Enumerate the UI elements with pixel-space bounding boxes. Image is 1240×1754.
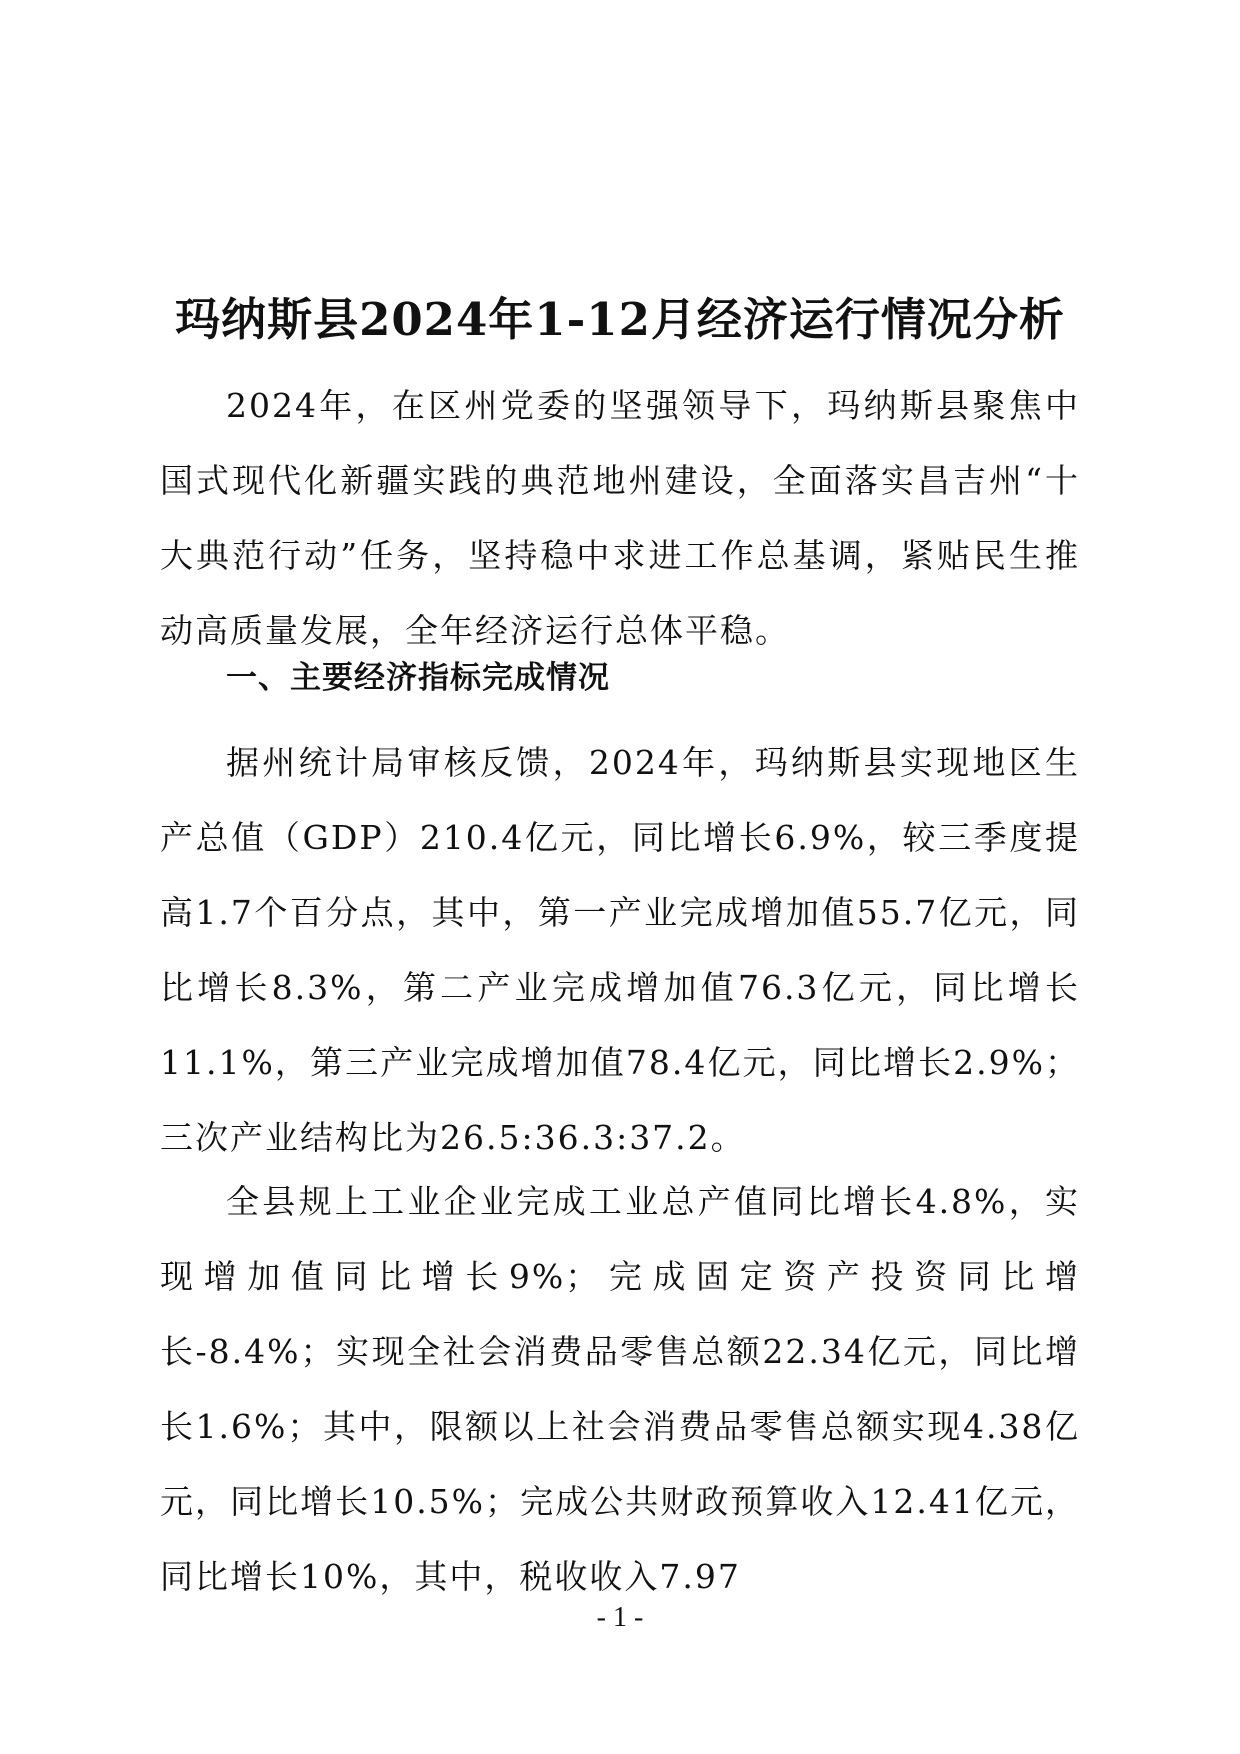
page-number: - 1 - — [596, 1602, 644, 1633]
section-heading: 一、主要经济指标完成情况 — [226, 660, 610, 696]
indicators-paragraph: 全县规上工业企业完成工业总产值同比增长4.8%，实现增加值同比增长9%；完成固定资产投资同比增长-8.4%；实现全社会消费品零售总额22.34亿元，同比增长1.6%；其中，限额以上社会消费品零售总额实现4.38亿元，同比增长10.5%；完成公共财政预算收入12.41亿元，同比增长10%，其中，税收收入7.97 — [160, 1182, 1080, 1596]
document-title: 玛纳斯县2024年1-12月经济运行情况分析 — [175, 293, 1065, 346]
gdp-paragraph: 据州统计局审核反馈，2024年，玛纳斯县实现地区生产总值（GDP）210.4亿元，同比增长6.9%，较三季度提高1.7个百分点，其中，第一产业完成增加值55.7亿元，同比增长8.3%，第二产业完成增加值76.3亿元，同比增长11.1%，第三产业完成增加值78.4亿元，同比增长2.9%；三次产业结构比为26.5:36.3:37.2。 — [160, 743, 1080, 1157]
intro-paragraph: 2024年，在区州党委的坚强领导下，玛纳斯县聚焦中国式现代化新疆实践的典范地州建设，全面落实昌吉州“十大典范行动”任务，坚持稳中求进工作总基调，紧贴民生推动高质量发展，全年经济运行总体平稳。 — [160, 386, 1080, 650]
